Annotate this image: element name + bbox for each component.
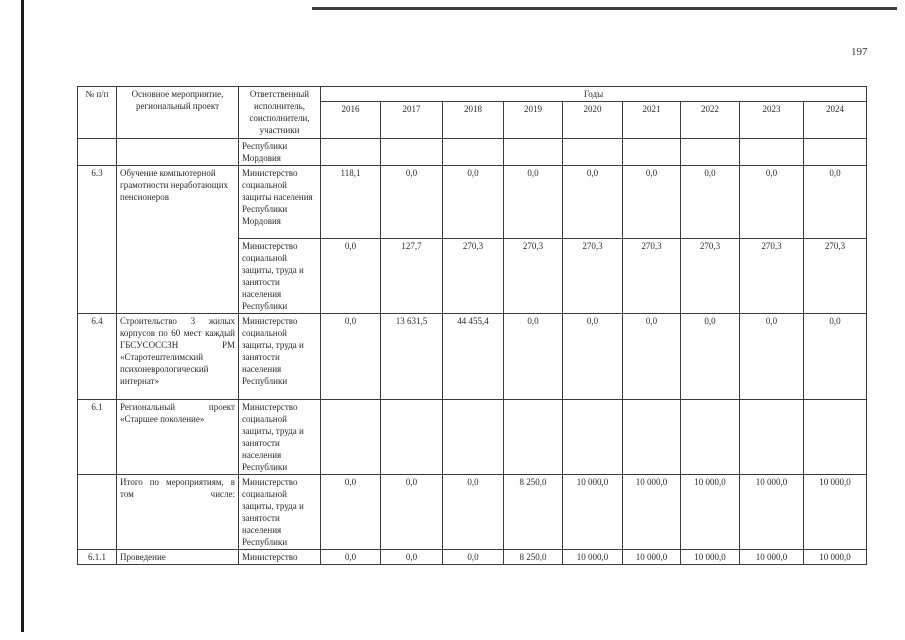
value-cell: 10 000,0 [681, 550, 740, 565]
value-cell: 270,3 [623, 239, 681, 314]
year-cell: 2024 [804, 102, 867, 139]
value-cell [504, 139, 563, 166]
num-cell [78, 139, 117, 166]
header-years-title: Годы [321, 87, 867, 102]
event-cell: Проведение [117, 550, 239, 565]
value-cell: 0,0 [623, 166, 681, 239]
value-cell: 10 000,0 [623, 475, 681, 550]
value-cell [681, 139, 740, 166]
year-cell: 2019 [504, 102, 563, 139]
value-cell [504, 400, 563, 475]
num-cell: 6.1.1 [78, 550, 117, 565]
value-cell: 0,0 [804, 166, 867, 239]
value-cell: 270,3 [681, 239, 740, 314]
value-cell: 0,0 [381, 166, 443, 239]
executor-cell: Министерство социальной защиты, труда и занятости населения Республики [239, 239, 321, 314]
executor-cell: Министерство социальной защиты населения Республики Мордовия [239, 166, 321, 239]
value-cell: 10 000,0 [740, 550, 804, 565]
value-cell: 10 000,0 [804, 550, 867, 565]
value-cell: 44 455,4 [443, 314, 504, 400]
value-cell: 270,3 [443, 239, 504, 314]
value-cell: 0,0 [381, 550, 443, 565]
value-cell [681, 400, 740, 475]
value-cell [740, 139, 804, 166]
value-cell: 0,0 [381, 475, 443, 550]
value-cell [740, 400, 804, 475]
value-cell: 270,3 [563, 239, 623, 314]
num-cell [78, 475, 117, 550]
value-cell [443, 400, 504, 475]
executor-cell: Министерство социальной защиты, труда и занятости населения Республики [239, 475, 321, 550]
event-cell: Обучение компьютерной грамотности неработающих пенсионеров [117, 166, 239, 314]
value-cell [443, 139, 504, 166]
value-cell [563, 139, 623, 166]
year-cell: 2017 [381, 102, 443, 139]
executor-cell: Министерство социальной защиты, труда и занятости населения Республики [239, 400, 321, 475]
value-cell: 0,0 [321, 550, 381, 565]
value-cell [804, 400, 867, 475]
scan-edge-left [21, 0, 24, 632]
value-cell: 127,7 [381, 239, 443, 314]
executor-cell: Республики Мордовия [239, 139, 321, 166]
year-cell: 2018 [443, 102, 504, 139]
value-cell: 0,0 [681, 314, 740, 400]
value-cell [321, 400, 381, 475]
value-cell: 0,0 [321, 314, 381, 400]
value-cell: 0,0 [563, 166, 623, 239]
num-cell: 6.4 [78, 314, 117, 400]
value-cell: 0,0 [681, 166, 740, 239]
value-cell: 0,0 [443, 550, 504, 565]
value-cell: 10 000,0 [681, 475, 740, 550]
value-cell: 0,0 [563, 314, 623, 400]
value-cell: 0,0 [504, 166, 563, 239]
header-num: № п/п [78, 87, 117, 139]
scan-edge-top [312, 7, 897, 10]
value-cell: 10 000,0 [563, 475, 623, 550]
value-cell: 0,0 [443, 166, 504, 239]
table-row [78, 475, 867, 550]
value-cell: 0,0 [804, 314, 867, 400]
table-row [78, 400, 867, 475]
event-cell: Региональный проект «Старшее поколение» [117, 400, 239, 475]
value-cell: 0,0 [504, 314, 563, 400]
value-cell: 270,3 [804, 239, 867, 314]
value-cell: 270,3 [740, 239, 804, 314]
value-cell: 118,1 [321, 166, 381, 239]
table-row [78, 550, 867, 565]
year-cell: 2022 [681, 102, 740, 139]
event-cell: Итого по мероприятиям, в том числе: [117, 475, 239, 550]
value-cell [381, 139, 443, 166]
year-cell: 2016 [321, 102, 381, 139]
num-cell: 6.3 [78, 166, 117, 314]
table-row [78, 166, 867, 239]
year-cell: 2023 [740, 102, 804, 139]
year-cell: 2020 [563, 102, 623, 139]
num-cell: 6.1 [78, 400, 117, 475]
value-cell: 0,0 [321, 475, 381, 550]
value-cell: 0,0 [740, 166, 804, 239]
budget-table [77, 86, 867, 565]
value-cell: 0,0 [740, 314, 804, 400]
header-row [78, 87, 867, 102]
value-cell [804, 139, 867, 166]
event-cell [117, 139, 239, 166]
value-cell: 8 250,0 [504, 550, 563, 565]
header-executor: Ответственный исполнитель, соисполнители, участники [239, 87, 321, 139]
value-cell [563, 400, 623, 475]
value-cell [381, 400, 443, 475]
table-row [78, 139, 867, 166]
value-cell: 0,0 [623, 314, 681, 400]
table-row [78, 314, 867, 400]
value-cell: 10 000,0 [804, 475, 867, 550]
value-cell: 0,0 [321, 239, 381, 314]
value-cell: 0,0 [443, 475, 504, 550]
event-cell: Строительство 3 жилых корпусов по 60 мест каждый ГБСУСОССЗН РМ «Старотештелимский психоневрологический интернат» [117, 314, 239, 400]
value-cell: 10 000,0 [623, 550, 681, 565]
value-cell [321, 139, 381, 166]
header-event: Основное мероприятие, региональный проект [117, 87, 239, 139]
value-cell: 10 000,0 [563, 550, 623, 565]
executor-cell: Министерство социальной защиты, труда и занятости населения Республики [239, 314, 321, 400]
page-number: 197 [851, 46, 868, 58]
executor-cell: Министерство [239, 550, 321, 565]
value-cell: 270,3 [504, 239, 563, 314]
value-cell: 10 000,0 [740, 475, 804, 550]
year-cell: 2021 [623, 102, 681, 139]
value-cell: 13 631,5 [381, 314, 443, 400]
value-cell: 8 250,0 [504, 475, 563, 550]
value-cell [623, 139, 681, 166]
value-cell [623, 400, 681, 475]
